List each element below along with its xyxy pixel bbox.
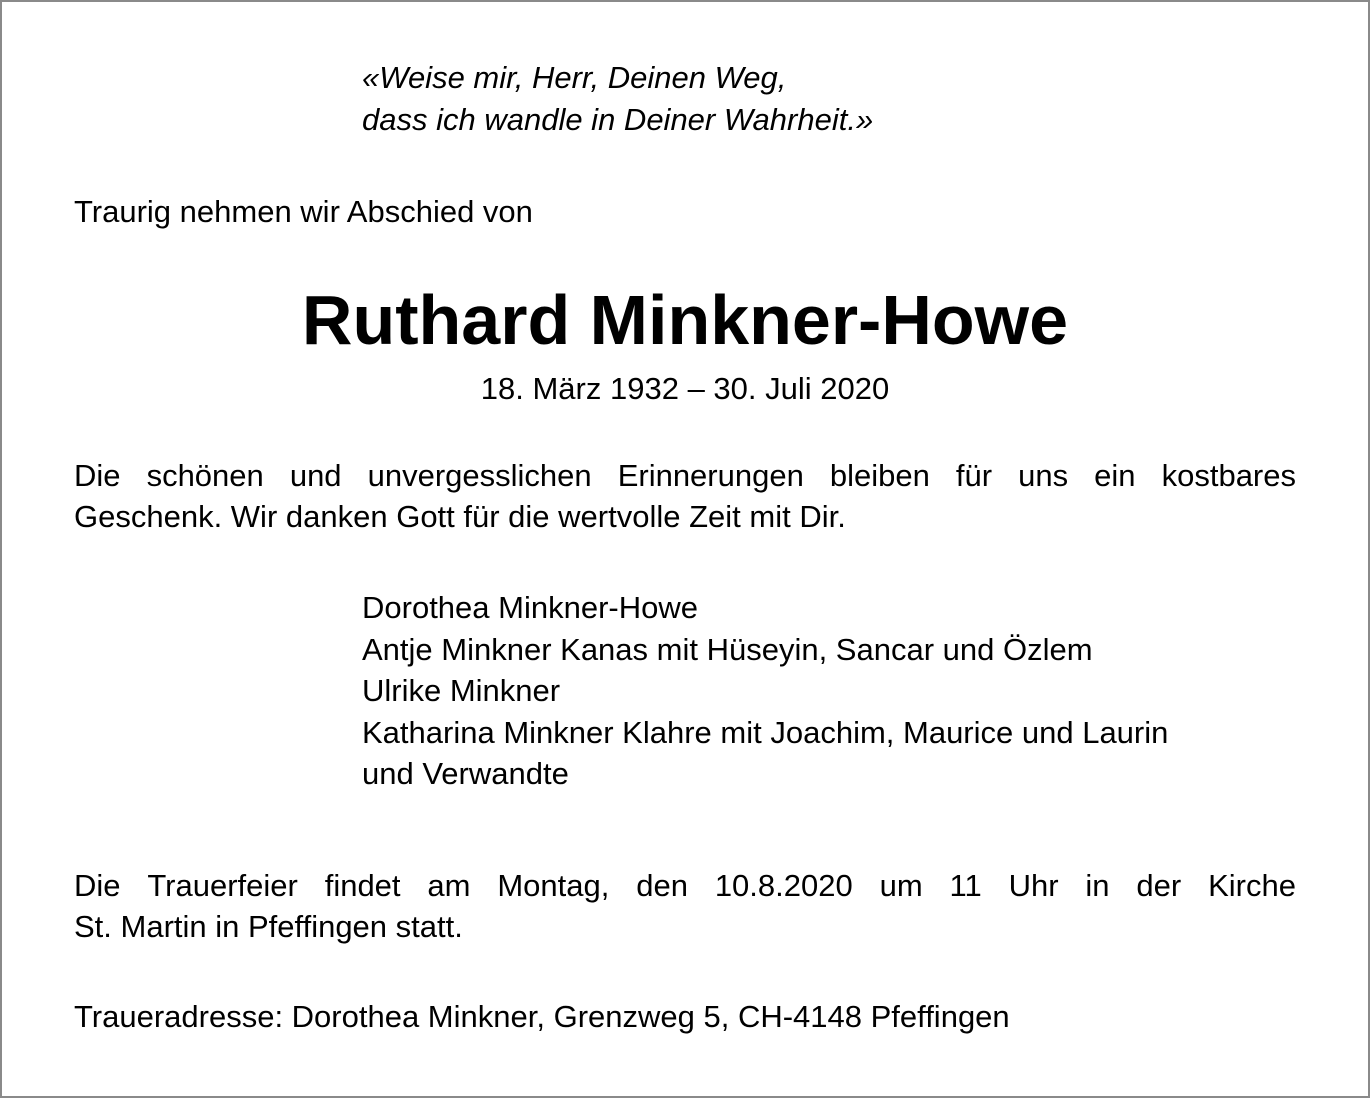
- memories-word: kostbares: [1161, 458, 1296, 493]
- mourning-address: Traueradresse: Dorothea Minkner, Grenzweg 5, CH-4148 Pfeffingen: [74, 999, 1010, 1034]
- ceremony-word: Uhr: [1008, 868, 1059, 903]
- ceremony-word: um: [879, 868, 923, 903]
- ceremony-line-2: St. Martin in Pfeffingen statt.: [74, 909, 463, 944]
- ceremony-word: 10.8.2020: [714, 868, 853, 903]
- memories-word: unvergesslichen: [367, 458, 592, 493]
- mourners-list: [362, 587, 1168, 795]
- memories-word: und: [289, 458, 342, 493]
- ceremony-word: Montag,: [497, 868, 610, 903]
- memories-word: Erinnerungen: [617, 458, 804, 493]
- ceremony-word: den: [636, 868, 688, 903]
- memories-line-1: [74, 455, 1296, 496]
- ceremony-word: in: [1085, 868, 1110, 903]
- ceremony-line-1: [74, 865, 1296, 906]
- ceremony-word: Kirche: [1208, 868, 1296, 903]
- mourner-entry: Katharina Minkner Klahre mit Joachim, Maurice und Laurin: [362, 714, 1169, 750]
- ceremony-word: findet: [324, 868, 401, 903]
- ceremony-word: 11: [949, 868, 982, 903]
- mourner-entry: Dorothea Minkner-Howe: [362, 590, 698, 625]
- memories-line-2: Geschenk. Wir danken Gott für die wertvolle Zeit mit Dir.: [74, 499, 846, 534]
- memories-word: Die: [74, 458, 121, 493]
- mourner-entry: und Verwandte: [362, 756, 569, 791]
- memories-word: bleiben: [829, 458, 930, 493]
- intro-text: Traurig nehmen wir Abschied von: [74, 194, 533, 229]
- verse-line-2: dass ich wandle in Deiner Wahrheit.»: [362, 102, 874, 137]
- ceremony-word: der: [1136, 868, 1182, 903]
- verse-line-1: «Weise mir, Herr, Deinen Weg,: [362, 60, 787, 95]
- ceremony-word: Trauerfeier: [147, 868, 298, 903]
- life-dates: 18. März 1932 – 30. Juli 2020: [480, 371, 890, 406]
- memories-word: uns: [1018, 458, 1069, 493]
- memories-paragraph: [74, 455, 1296, 537]
- deceased-name: Ruthard Minkner-Howe: [301, 281, 1069, 359]
- memories-word: ein: [1094, 458, 1136, 493]
- ceremony-word: am: [427, 868, 471, 903]
- ceremony-paragraph: [74, 865, 1296, 947]
- mourner-entry: Ulrike Minkner: [362, 673, 561, 708]
- ceremony-word: Die: [74, 868, 121, 903]
- memories-word: für: [955, 458, 993, 493]
- mourner-entry: Antje Minkner Kanas mit Hüseyin, Sancar und Özlem: [362, 631, 1093, 667]
- memories-word: schönen: [146, 458, 264, 493]
